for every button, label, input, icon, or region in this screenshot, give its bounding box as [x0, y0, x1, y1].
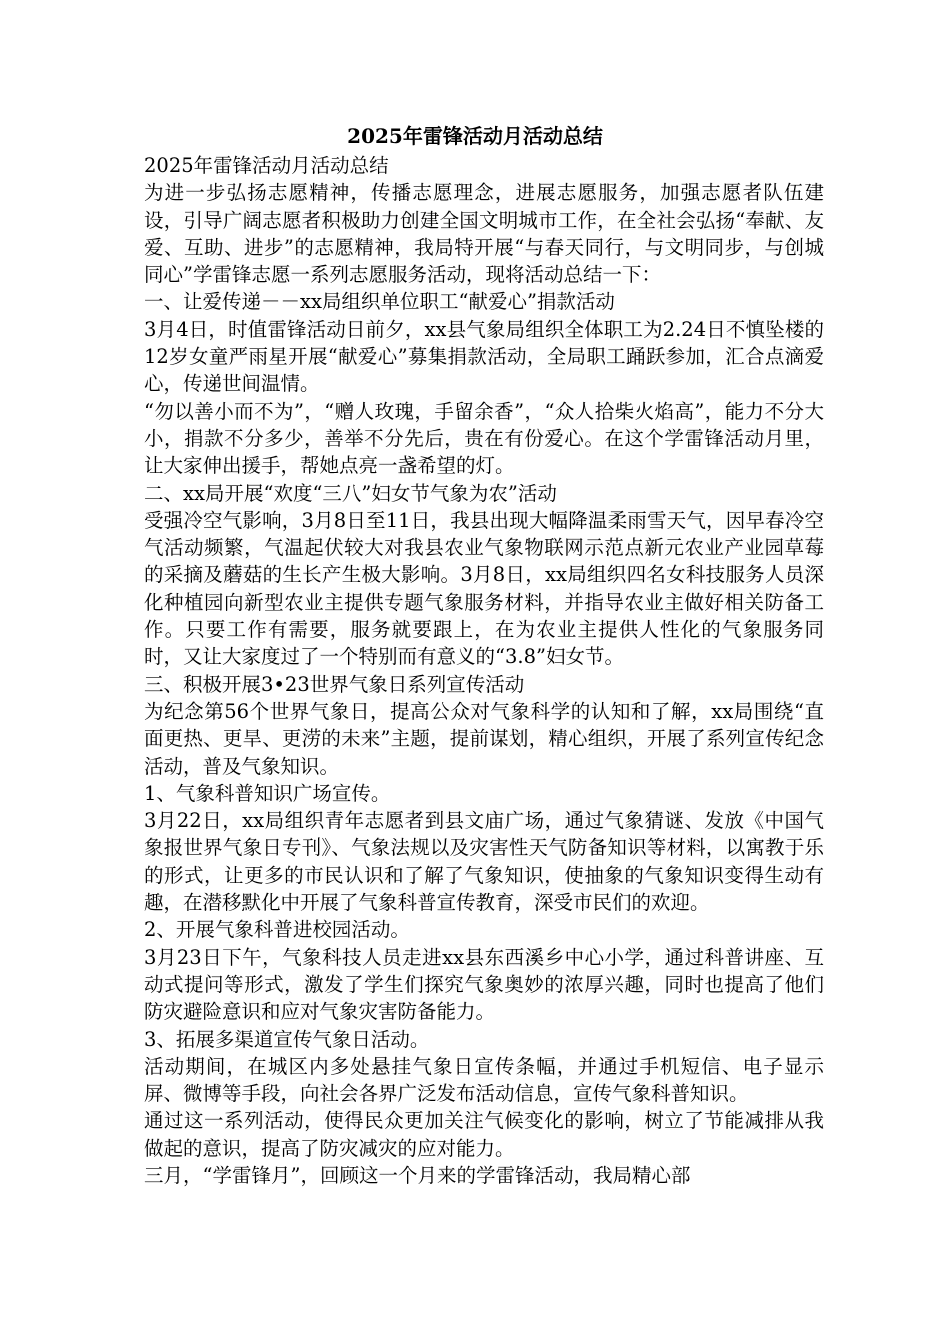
- paragraph: 通过这一系列活动，使得民众更加关注气候变化的影响，树立了节能减排从我做起的意识，提高了防灾减灾的应对能力。: [144, 1109, 824, 1160]
- paragraph: 为纪念第56个世界气象日，提高公众对气象科学的认知和了解，xx局围绕“直面更热、更旱、更涝的未来”主题，提前谋划，精心组织，开展了系列宣传纪念活动，普及气象知识。: [144, 699, 824, 778]
- document-title: 2025年雷锋活动月活动总结: [347, 124, 603, 148]
- section-heading-3: 三、积极开展3•23世界气象日系列宣传活动: [144, 672, 525, 696]
- paragraph: 受强冷空气影响，3月8日至11日，我县出现大幅降温柔雨雪天气，因早春冷空气活动频繁，气温起伏较大对我县农业气象物联网示范点新元农业产业园草莓的采摘及蘑菇的生长产生极大影响。3月8日，xx局组织四名女科技服务人员深化种植园向新型农业主提供专题气象服务材料，并指导农业主做好相关防备工作。只要工作有需要，服务就要跟上，在为农业主提供人性化的气象服务同时，又让大家度过了一个特别而有意义的“3.8”妇女节。: [144, 508, 824, 669]
- section-heading-2: 二、xx局开展“欢度“三八”妇女节气象为农”活动: [144, 481, 557, 505]
- document-body: [144, 152, 824, 1189]
- paragraph: “勿以善小而不为”，“赠人玫瑰，手留余香”，“众人拾柴火焰高”，能力不分大小，捐款不分多少，善举不分先后，贵在有份爱心。在这个学雷锋活动月里，让大家伸出援手，帮她点亮一盏希望的灯。: [144, 399, 824, 478]
- subheading: 3、拓展多渠道宣传气象日活动。: [144, 1027, 430, 1051]
- paragraph: 活动期间，在城区内多处悬挂气象日宣传条幅，并通过手机短信、电子显示屏、微博等手段，向社会各界广泛发布活动信息，宣传气象科普知识。: [144, 1054, 824, 1106]
- paragraph: 3月22日，xx局组织青年志愿者到县文庙广场，通过气象猜谜、发放《中国气象报世界气象日专刊》、气象法规以及灾害性天气防备知识等材料，以寓教于乐的形式，让更多的市民认识和了解了气象知识，使抽象的气象知识变得生动有趣，在潜移默化中开展了气象科普宣传教育，深受市民们的欢迎。: [144, 809, 824, 915]
- paragraph-subtitle: 2025年雷锋活动月活动总结: [144, 154, 389, 177]
- paragraph: 3月23日下午，气象科技人员走进xx县东西溪乡中心小学，通过科普讲座、互动式提问等形式，激发了学生们探究气象奥妙的浓厚兴趣，同时也提高了他们防灾避险意识和应对气象灾害防备能力。: [144, 945, 824, 1024]
- subheading: 2、开展气象科普进校园活动。: [144, 918, 410, 942]
- paragraph-intro: 为进一步弘扬志愿精神，传播志愿理念，进展志愿服务，加强志愿者队伍建设，引导广阔志愿者积极助力创建全国文明城市工作，在全社会弘扬“奉献、友爱、互助、进步”的志愿精神，我局特开展“与春天同行，与文明同步，与创城同心”学雷锋志愿一系列志愿服务活动，现将活动总结一下：: [144, 181, 824, 287]
- subheading: 1、气象科普知识广场宣传。: [144, 781, 391, 805]
- paragraph: 三月，“学雷锋月”，回顾这一个月来的学雷锋活动，我局精心部: [144, 1163, 691, 1187]
- section-heading-1: 一、让爱传递－－xx局组织单位职工“献爱心”捐款活动: [144, 290, 615, 314]
- paragraph: 3月4日，时值雷锋活动日前夕，xx县气象局组织全体职工为2.24日不慎坠楼的12岁女童严雨星开展“献爱心”募集捐款活动，全局职工踊跃参加，汇合点滴爱心，传递世间温情。: [144, 317, 824, 396]
